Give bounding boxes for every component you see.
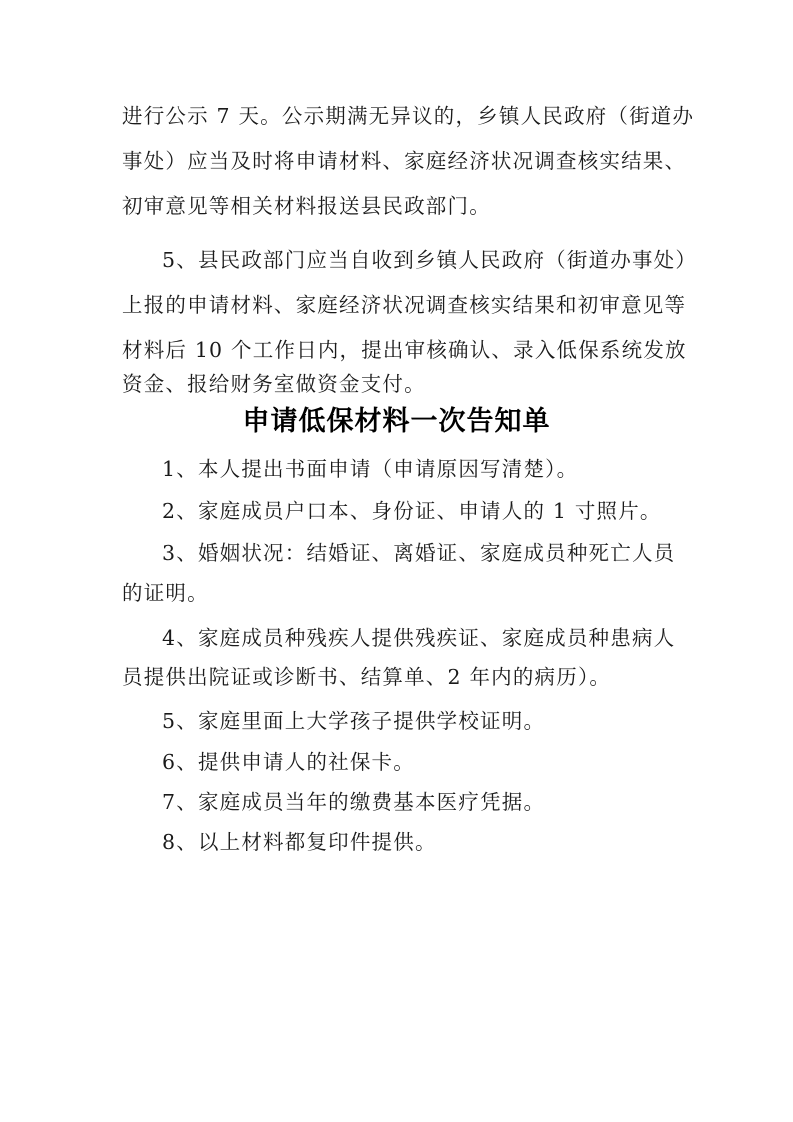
paragraph-line: 上报的申请材料、家庭经济状况调查核实结果和初审意见等 (122, 293, 687, 317)
notice-item: 4、家庭成员种残疾人提供残疾证、家庭成员种患病人 (162, 626, 676, 650)
paragraph-line: 资金、报给财务室做资金支付。 (122, 372, 426, 396)
notice-item: 2、家庭成员户口本、身份证、申请人的 1 寸照片。 (162, 499, 662, 523)
paragraph-line: 事处）应当及时将申请材料、家庭经济状况调查核实结果、 (122, 149, 687, 173)
notice-title: 申请低保材料一次告知单 (242, 406, 551, 437)
paragraph-line: 材料后 10 个工作日内，提出审核确认、录入低保系统发放 (122, 338, 687, 362)
notice-item: 7、家庭成员当年的缴费基本医疗凭据。 (162, 790, 546, 814)
notice-item: 6、提供申请人的社保卡。 (162, 750, 415, 774)
notice-item-continuation: 的证明。 (122, 581, 209, 605)
notice-item: 8、以上材料都复印件提供。 (162, 830, 437, 854)
notice-item: 5、家庭里面上大学孩子提供学校证明。 (162, 709, 546, 733)
paragraph-line: 初审意见等相关材料报送县民政部门。 (122, 194, 491, 218)
paragraph-line: 5、县民政部门应当自收到乡镇人民政府（街道办事处） (162, 248, 698, 272)
notice-item-continuation: 员提供出院证或诊断书、结算单、2 年内的病历）。 (122, 665, 612, 689)
paragraph-line: 进行公示 7 天。公示期满无异议的，乡镇人民政府（街道办 (122, 104, 695, 128)
notice-item: 3、婚姻状况：结婚证、离婚证、家庭成员种死亡人员 (162, 541, 676, 565)
notice-item: 1、本人提出书面申请（申请原因写清楚）。 (162, 457, 579, 481)
